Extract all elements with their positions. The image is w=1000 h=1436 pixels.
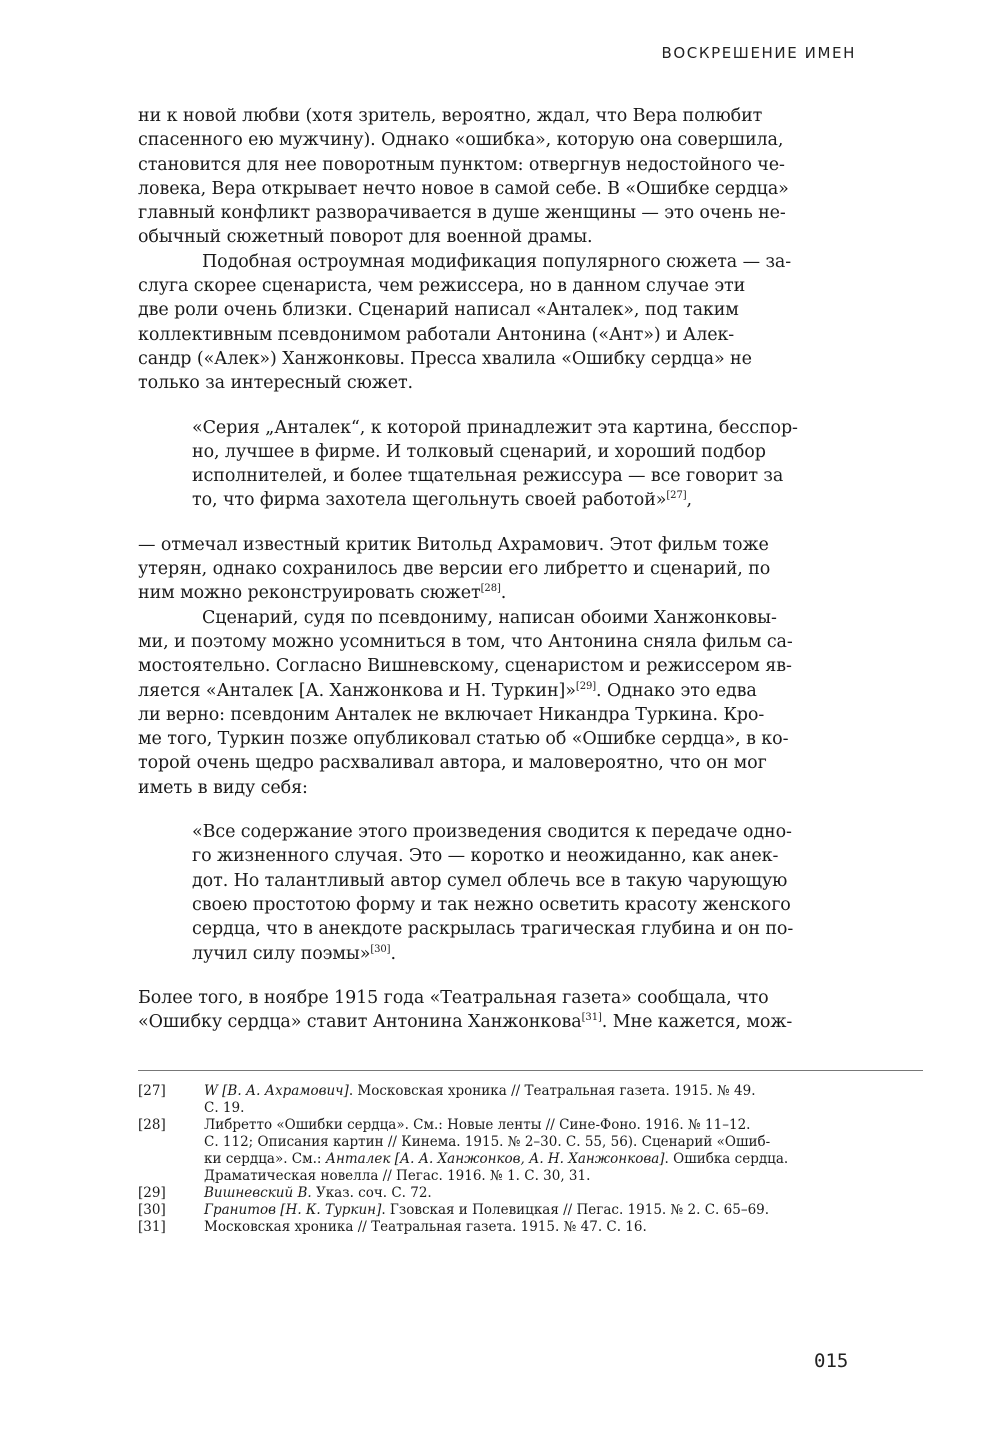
text-line: ни к новой любви (хотя зритель, вероятно, ждал, что Вера полюбит [138, 106, 763, 126]
footnote-ref[interactable]: [27] [666, 490, 687, 502]
quote-line: сердца, что в анекдоте раскрылась трагическая глубина и он по- [192, 919, 794, 940]
text-line: коллективным псевдонимом работали Антонина («Ант») и Алек- [138, 324, 735, 345]
quote-line: но, лучшее в фирме. И толковый сценарий, и хороший подбор [192, 441, 766, 462]
paragraph-2 [138, 250, 858, 396]
text-line: ли верно: псевдоним Анталек не включает Никандра Туркина. Кро- [138, 704, 765, 725]
text-line: «Ошибку сердца» ставит Антонина Ханжонкова[31]. Мне кажется, мож- [138, 1012, 793, 1033]
text-line: ловека, Вера открывает нечто новое в самой себе. В «Ошибке сердца» [138, 178, 789, 199]
text-line: утерян, однако сохранилось две версии его либретто и сценарий, по [138, 559, 771, 580]
main-text [138, 104, 858, 1034]
text-line: слуга скорее сценариста, чем режиссера, но в данном случае эти [138, 276, 746, 297]
quote-line: своею простотою форму и так нежно осветить красоту женского [192, 894, 791, 915]
footnote-author: W [В. А. Ахрамович] [204, 1083, 349, 1099]
footnote-30: [30] Гранитов [Н. К. Туркин]. Гзовская и Полевицкая // Пегас. 1915. № 2. С. 65–69. [138, 1202, 770, 1218]
footnote-number: [29] [138, 1185, 166, 1201]
text-line: ним можно реконструировать сюжет[28]. [138, 583, 507, 604]
quote-line: «Серия „Анталек“, к которой принадлежит эта картина, бесспор- [192, 417, 798, 438]
footnote-ref[interactable]: [30] [370, 943, 391, 955]
footnote-28: [28] Либретто «Ошибки сердца». См.: Новые ленты // Сине-Фоно. 1916. № 11–12. С. 112; Описания картин // Кинема. 1915. № 2–30. С. 55, 56). Сценарий «Ошиб- ки сердца». См.: Анталек [А. А. Ханжонков, А. Н. Ханжонкова]. Ошибка сердца. Драматическая новелла // Пегас. 1916. № 1. С. 30, 31. [138, 1117, 789, 1184]
footnote-number: [27] [138, 1083, 166, 1099]
footnote-author: Анталек [А. А. Ханжонков, А. Н. Ханжонкова] [325, 1151, 665, 1167]
quote-line: лучил силу поэмы»[30]. [192, 943, 396, 964]
footnote-divider [138, 1070, 923, 1071]
footnote-ref[interactable]: [28] [480, 583, 501, 595]
footnote-author: Гранитов [Н. К. Туркин] [204, 1202, 382, 1218]
quote-1 [138, 416, 858, 513]
text-line: ляется «Анталек [А. Ханжонкова и Н. Туркин]»[29]. Однако это едва [138, 680, 757, 701]
quote-2 [138, 820, 858, 966]
paragraph-3 [138, 533, 858, 606]
footnote-number: [31] [138, 1219, 166, 1235]
text-line: только за интересный сюжет. [138, 373, 414, 394]
footnote-number: [30] [138, 1202, 166, 1218]
page-number: 015 [814, 1350, 849, 1372]
text-line: две роли очень близки. Сценарий написал «Анталек», под таким [138, 300, 739, 321]
text-line: мостоятельно. Согласно Вишневскому, сценаристом и режиссером яв- [138, 656, 792, 677]
quote-line: исполнителей, и более тщательная режиссура — все говорит за [192, 466, 784, 487]
footnote-31: [31] Московская хроника // Театральная газета. 1915. № 47. С. 16. [138, 1219, 647, 1235]
text-line: — отмечал известный критик Витольд Ахрамович. Этот фильм тоже [138, 534, 769, 555]
paragraph-4 [138, 606, 858, 800]
text-line: ме того, Туркин позже опубликовал статью об «Ошибке сердца», в ко- [138, 729, 789, 750]
footnote-ref[interactable]: [31] [581, 1012, 602, 1024]
footnote-number: [28] [138, 1117, 166, 1133]
quote-line: го жизненного случая. Это — коротко и неожиданно, как анек- [192, 846, 779, 867]
text-line: главный конфликт разворачивается в душе женщины — это очень не- [138, 203, 786, 224]
footnote-ref[interactable]: [29] [575, 680, 597, 692]
footnote-27: [27] W [В. А. Ахрамович]. Московская хроника // Театральная газета. 1915. № 49. С. 19. [138, 1083, 756, 1116]
quote-line: то, что фирма захотела щегольнуть своей работой»[27], [192, 490, 692, 511]
running-header: ВОСКРЕШЕНИЕ ИМЕН [661, 44, 856, 62]
text-line: обычный сюжетный поворот для военной драмы. [138, 227, 593, 248]
text-line: ми, и поэтому можно усомниться в том, что Антонина сняла фильм са- [138, 631, 793, 652]
text-line: спасенного ею мужчину). Однако «ошибка», которую она совершила, [138, 130, 784, 151]
text-line: иметь в виду себя: [138, 777, 308, 798]
quote-line: дот. Но талантливый автор сумел облечь все в такую чарующую [192, 870, 788, 891]
text-line: становится для нее поворотным пунктом: отвергнув недостойного че- [138, 154, 785, 175]
text-line: торой очень щедро расхваливал автора, и маловероятно, что он мог [138, 753, 767, 774]
footnote-author: Вишневский В. [204, 1185, 312, 1201]
text-line: Подобная остроумная модификация популярного сюжета — за- [202, 251, 792, 272]
text-line: Более того, в ноябре 1915 года «Театральная газета» сообщала, что [138, 987, 769, 1008]
footnotes [138, 1083, 928, 1236]
paragraph-5 [138, 986, 858, 1035]
paragraph-1 [138, 104, 858, 250]
quote-line: «Все содержание этого произведения сводится к передаче одно- [192, 822, 792, 843]
text-line: сандр («Алек») Ханжонковы. Пресса хвалила «Ошибку сердца» не [138, 348, 752, 369]
text-line: Сценарий, судя по псевдониму, написан обоими Ханжонковы- [202, 607, 777, 628]
footnote-29: [29] Вишневский В. Указ. соч. С. 72. [138, 1185, 432, 1201]
